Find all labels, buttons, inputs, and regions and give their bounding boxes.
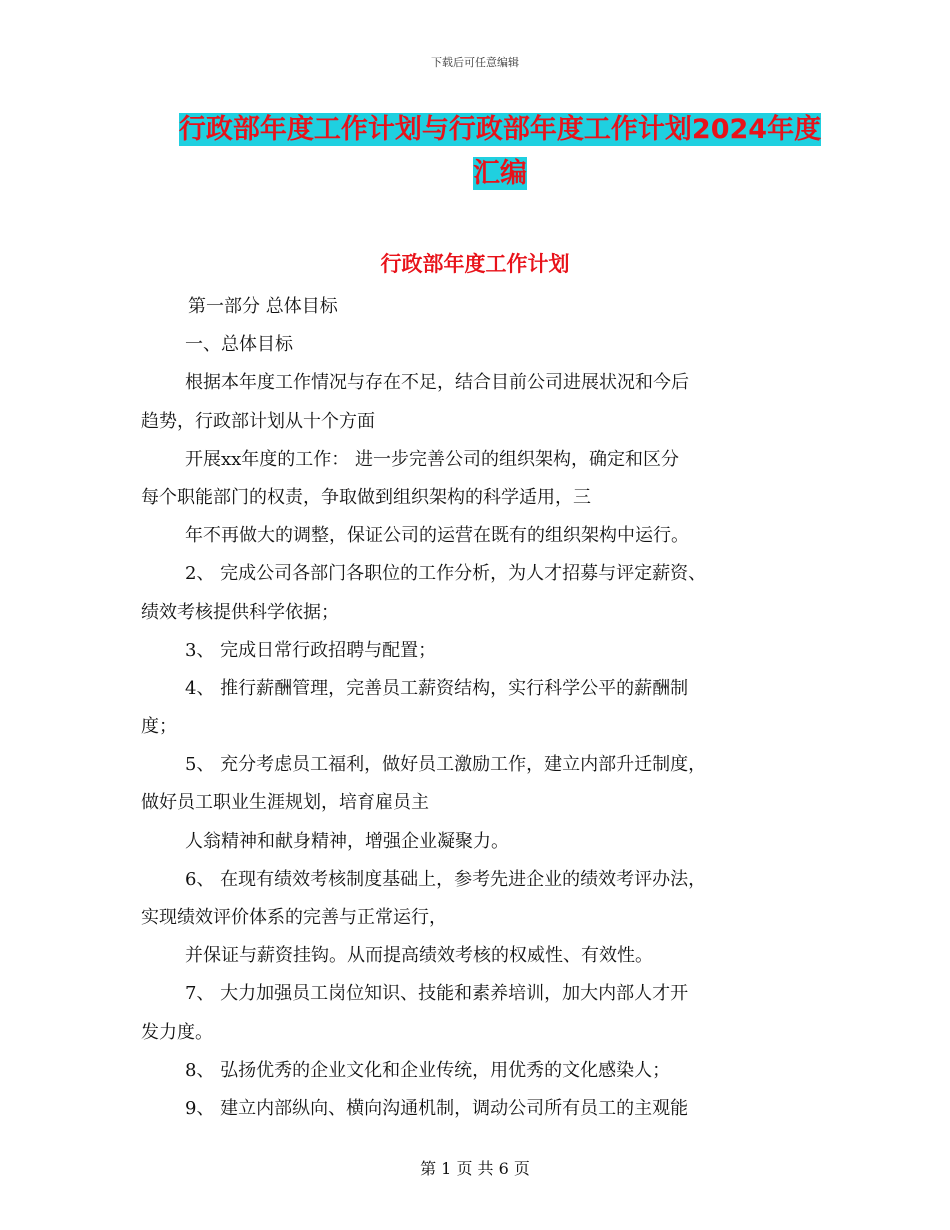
body-text xyxy=(141,288,811,1128)
paragraph-line: 第一部分 总体目标 xyxy=(188,296,338,317)
paragraph-line: 发力度。 xyxy=(141,1021,213,1043)
list-item: 7、 大力加强员工岗位知识、技能和素养培训，加大内部人才开 xyxy=(185,983,689,1005)
paragraph-line: 度； xyxy=(141,716,177,738)
header-note: 下载后可任意编辑 xyxy=(431,56,519,69)
section-title: 行政部年度工作计划 xyxy=(380,252,570,276)
paragraph-line: 并保证与薪资挂钩。从而提高绩效考核的权威性、有效性。 xyxy=(185,945,653,967)
list-item: 5、 充分考虑员工福利，做好员工激励工作，建立内部升迁制度， xyxy=(185,754,707,776)
paragraph-line: 做好员工职业生涯规划，培育雇员主 xyxy=(141,792,429,814)
paragraph-line: 人翁精神和献身精神，增强企业凝聚力。 xyxy=(185,830,509,852)
document-title xyxy=(140,108,860,196)
paragraph-line: 绩效考核提供科学依据； xyxy=(141,601,339,623)
page-footer: 第 1 页 共 6 页 xyxy=(420,1159,530,1178)
list-item: 6、 在现有绩效考核制度基础上，参考先进企业的绩效考评办法， xyxy=(185,868,707,890)
list-item: 9、 建立内部纵向、横向沟通机制，调动公司所有员工的主观能 xyxy=(185,1097,689,1119)
document-title-line-1: 行政部年度工作计划与行政部年度工作计划2024年度 xyxy=(178,114,822,145)
list-item: 2、 完成公司各部门各职位的工作分析，为人才招募与评定薪资、 xyxy=(185,563,707,585)
paragraph-line: 根据本年度工作情况与存在不足，结合目前公司进展状况和今后 xyxy=(185,372,689,394)
list-item: 3、 完成日常行政招聘与配置； xyxy=(185,639,437,661)
list-item: 8、 弘扬优秀的企业文化和企业传统，用优秀的文化感染人； xyxy=(185,1059,671,1081)
list-item: 4、 推行薪酬管理，完善员工薪资结构，实行科学公平的薪酬制 xyxy=(185,677,689,699)
paragraph-line: 趋势，行政部计划从十个方面 xyxy=(141,410,375,432)
paragraph-line: 每个职能部门的权责，争取做到组织架构的科学适用，三 xyxy=(141,486,591,508)
paragraph-line: 年不再做大的调整，保证公司的运营在既有的组织架构中运行。 xyxy=(185,525,689,547)
paragraph-line: 一、总体目标 xyxy=(185,334,293,356)
paragraph-line: 实现绩效评价体系的完善与正常运行， xyxy=(141,907,447,928)
document-title-line-2: 汇编 xyxy=(473,158,527,189)
paragraph-line: 开展xx年度的工作： 进一步完善公司的组织架构，确定和区分 xyxy=(185,448,680,470)
